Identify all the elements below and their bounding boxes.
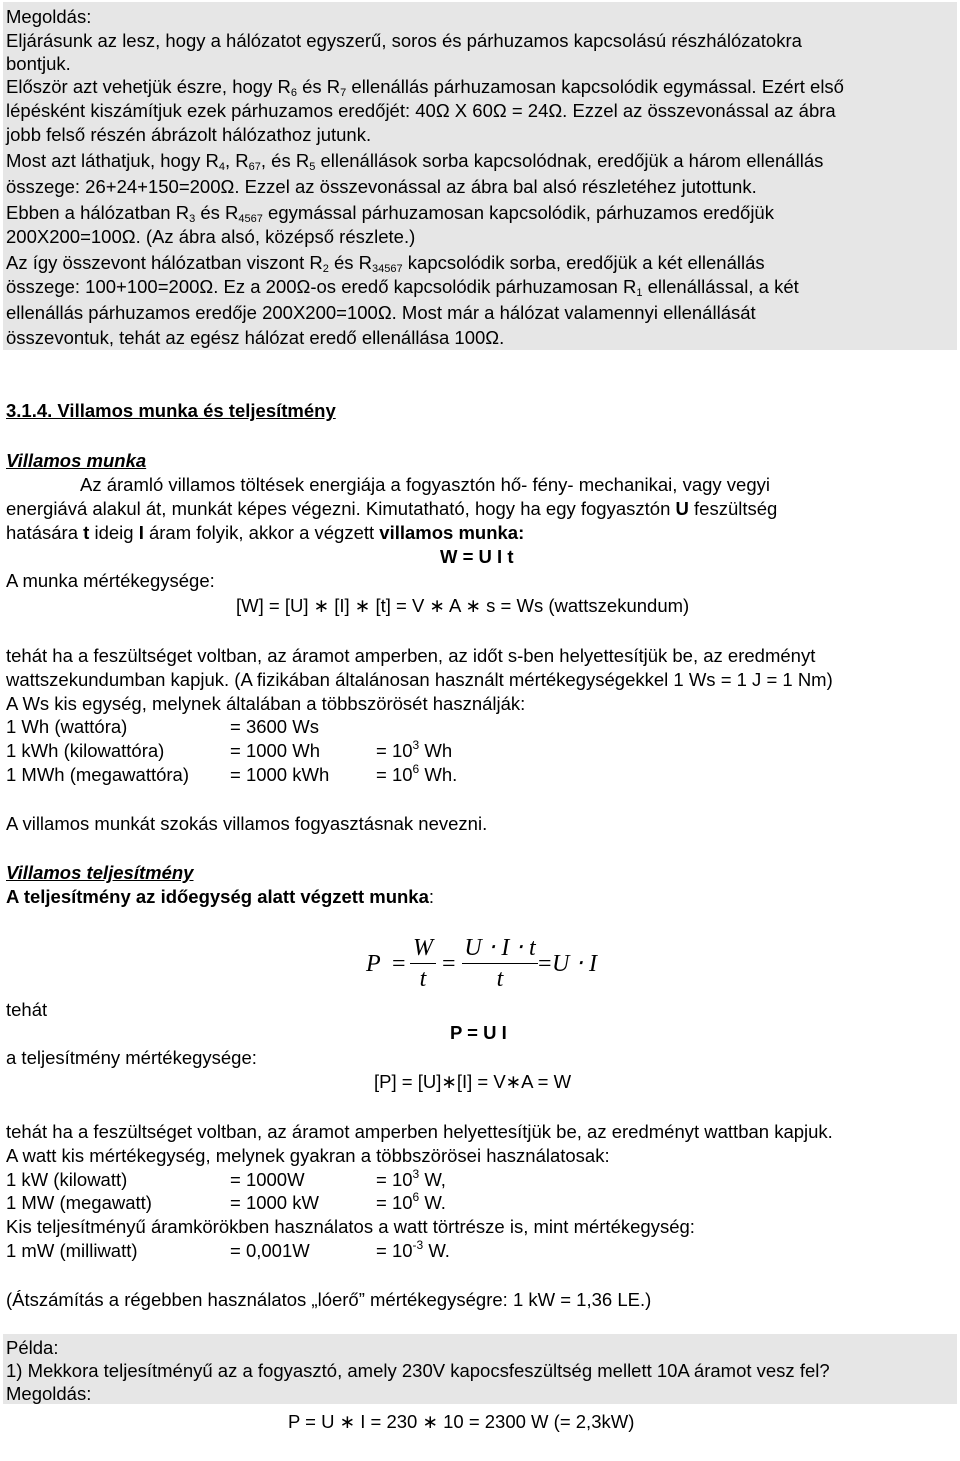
example-question: 1) Mekkora teljesítményű az a fogyasztó, amely 230V kapocsfeszültség mellett 10A áramot vesz fel? bbox=[6, 1360, 830, 1381]
solution-line: Eljárásunk az lesz, hogy a hálózatot egyszerű, soros és párhuzamos kapcsolású részhálózatokra bbox=[6, 30, 802, 51]
eq-symbol: = bbox=[442, 951, 456, 977]
work-paragraph: wattszekundumban kapjuk. (A fizikában általánosan használt mértékegységekkel 1 Ws = 1 J = 1 Nm) bbox=[6, 669, 833, 690]
table-row: 1 MWh (megawattóra) = 1000 kWh = $10^6$ Wh. bbox=[6, 762, 458, 785]
table-row: 1 kW (kilowatt) = 1000W = $10^3$ W, bbox=[6, 1167, 446, 1190]
eq-fraction: U ⋅ I ⋅ t t bbox=[462, 935, 538, 992]
eq-symbol: = bbox=[392, 951, 406, 977]
work-unit-label: A munka mértékegysége: bbox=[6, 570, 215, 591]
power-text: tehát bbox=[6, 999, 48, 1020]
eq-symbol: P bbox=[366, 951, 381, 977]
work-paragraph: tehát ha a feszültséget voltban, az áramot amperben, az időt s-ben helyettesítjük be, az eredményt bbox=[6, 645, 816, 666]
solution-line: lépésként kiszámítjuk ezek párhuzamos eredőjét: 40Ω X 60Ω = 24Ω. Ezzel az összevonással az ábra bbox=[6, 100, 836, 121]
work-paragraph: A villamos munkát szokás villamos fogyasztásnak nevezni. bbox=[6, 813, 488, 834]
work-paragraph: Az áramló villamos töltések energiája a fogyasztón hő- fény- mechanikai, vagy vegyi bbox=[80, 474, 770, 495]
power-formula: P = U I bbox=[450, 1022, 507, 1043]
power-unit-label: a teljesítmény mértékegysége: bbox=[6, 1047, 257, 1068]
power-heading: Villamos teljesítmény bbox=[6, 862, 194, 883]
power-paragraph: Kis teljesítményű áramkörökben használatos a watt törtrésze is, mint mértékegység: bbox=[6, 1216, 695, 1237]
solution-line: összege: 100+100=200Ω. Ez a 200Ω-os eredő kapcsolódik párhuzamosan $R_1$ ellenállással, a két bbox=[6, 276, 799, 299]
work-paragraph: hatására t ideig I áram folyik, akkor a végzett villamos munka: bbox=[6, 522, 525, 543]
solution-line: 200X200=100Ω. (Az ábra alsó, középső részlete.) bbox=[6, 226, 416, 247]
solution-line: Ebben a hálózatban $R_3$ és $R_{4567}$ egymással párhuzamosan kapcsolódik, párhuzamos eredőjük bbox=[6, 202, 774, 225]
work-paragraph: energiává alakul át, munkát képes végezni. Kimutatható, hogy ha egy fogyasztón U feszültség bbox=[6, 498, 778, 519]
work-paragraph: A Ws kis egység, melynek általában a többszörösét használják: bbox=[6, 693, 526, 714]
solution-line: ellenállás párhuzamos eredője 200X200=100Ω. Most már a hálózat valamennyi ellenállását bbox=[6, 302, 756, 323]
table-row: 1 MW (megawatt) = 1000 kW = $10^6$ W. bbox=[6, 1190, 446, 1213]
work-formula: W = U I t bbox=[440, 546, 514, 567]
solution-heading: Megoldás: bbox=[6, 6, 92, 27]
example-heading: Példa: bbox=[6, 1337, 59, 1358]
example-solution-heading: Megoldás: bbox=[6, 1383, 92, 1404]
solution-line: összevontuk, tehát az egész hálózat eredő ellenállása 100Ω. bbox=[6, 327, 505, 348]
power-unit-formula: [P] = [U]∗[I] = V∗A = W bbox=[374, 1071, 572, 1092]
eq-symbol: U ⋅ I bbox=[552, 951, 597, 977]
solution-line: Az így összevont hálózatban viszont $R_2$ és $R_{34567}$ kapcsolódik sorba, eredőjük a két ellenállás bbox=[6, 252, 765, 275]
solution-line: jobb felső részén ábrázolt hálózathoz jutunk. bbox=[6, 124, 372, 145]
section-title: 3.1.4. Villamos munka és teljesítmény bbox=[6, 400, 336, 421]
power-note: (Átszámítás a régebben használatos „lóerő” mértékegységre: 1 kW = 1,36 LE.) bbox=[6, 1289, 652, 1310]
solution-line: Először azt vehetjük észre, hogy $R_6$ és $R_7$ ellenállás párhuzamosan kapcsolódik egymással. Ezért első bbox=[6, 76, 844, 99]
solution-line: Most azt láthatjuk, hogy $R_4$, $R_{67}$, és $R_5$ ellenállások sorba kapcsolódnak, eredőjük a három ellenállás bbox=[6, 150, 824, 173]
work-unit-formula: [W] = [U] ∗ [I] ∗ [t] = V ∗ A ∗ s = Ws (wattszekundum) bbox=[236, 595, 690, 616]
power-paragraph: A watt kis mértékegység, melynek gyakran a többszörösei használatosak: bbox=[6, 1145, 610, 1166]
power-paragraph: tehát ha a feszültséget voltban, az áramot amperben helyettesítjük be, az eredményt wattban kapjuk. bbox=[6, 1121, 833, 1142]
power-definition: A teljesítmény az időegység alatt végzett munka: bbox=[6, 886, 435, 907]
table-row: 1 mW (milliwatt) = 0,001W = $10^{-3}$ W. bbox=[6, 1238, 450, 1261]
eq-symbol: = bbox=[538, 951, 552, 977]
solution-line: bontjuk. bbox=[6, 53, 71, 74]
example-formula: P = U ∗ I = 230 ∗ 10 = 2300 W (= 2,3kW) bbox=[288, 1411, 635, 1432]
table-row: 1 kWh (kilowattóra) = 1000 Wh = $10^3$ Wh bbox=[6, 738, 453, 761]
eq-fraction: W t bbox=[410, 935, 436, 992]
solution-line: összege: 26+24+150=200Ω. Ezzel az összevonással az ábra bal alsó részletéhez jutottunk. bbox=[6, 176, 757, 197]
table-row: 1 Wh (wattóra) = 3600 Ws bbox=[6, 716, 319, 737]
work-heading: Villamos munka bbox=[6, 450, 147, 471]
